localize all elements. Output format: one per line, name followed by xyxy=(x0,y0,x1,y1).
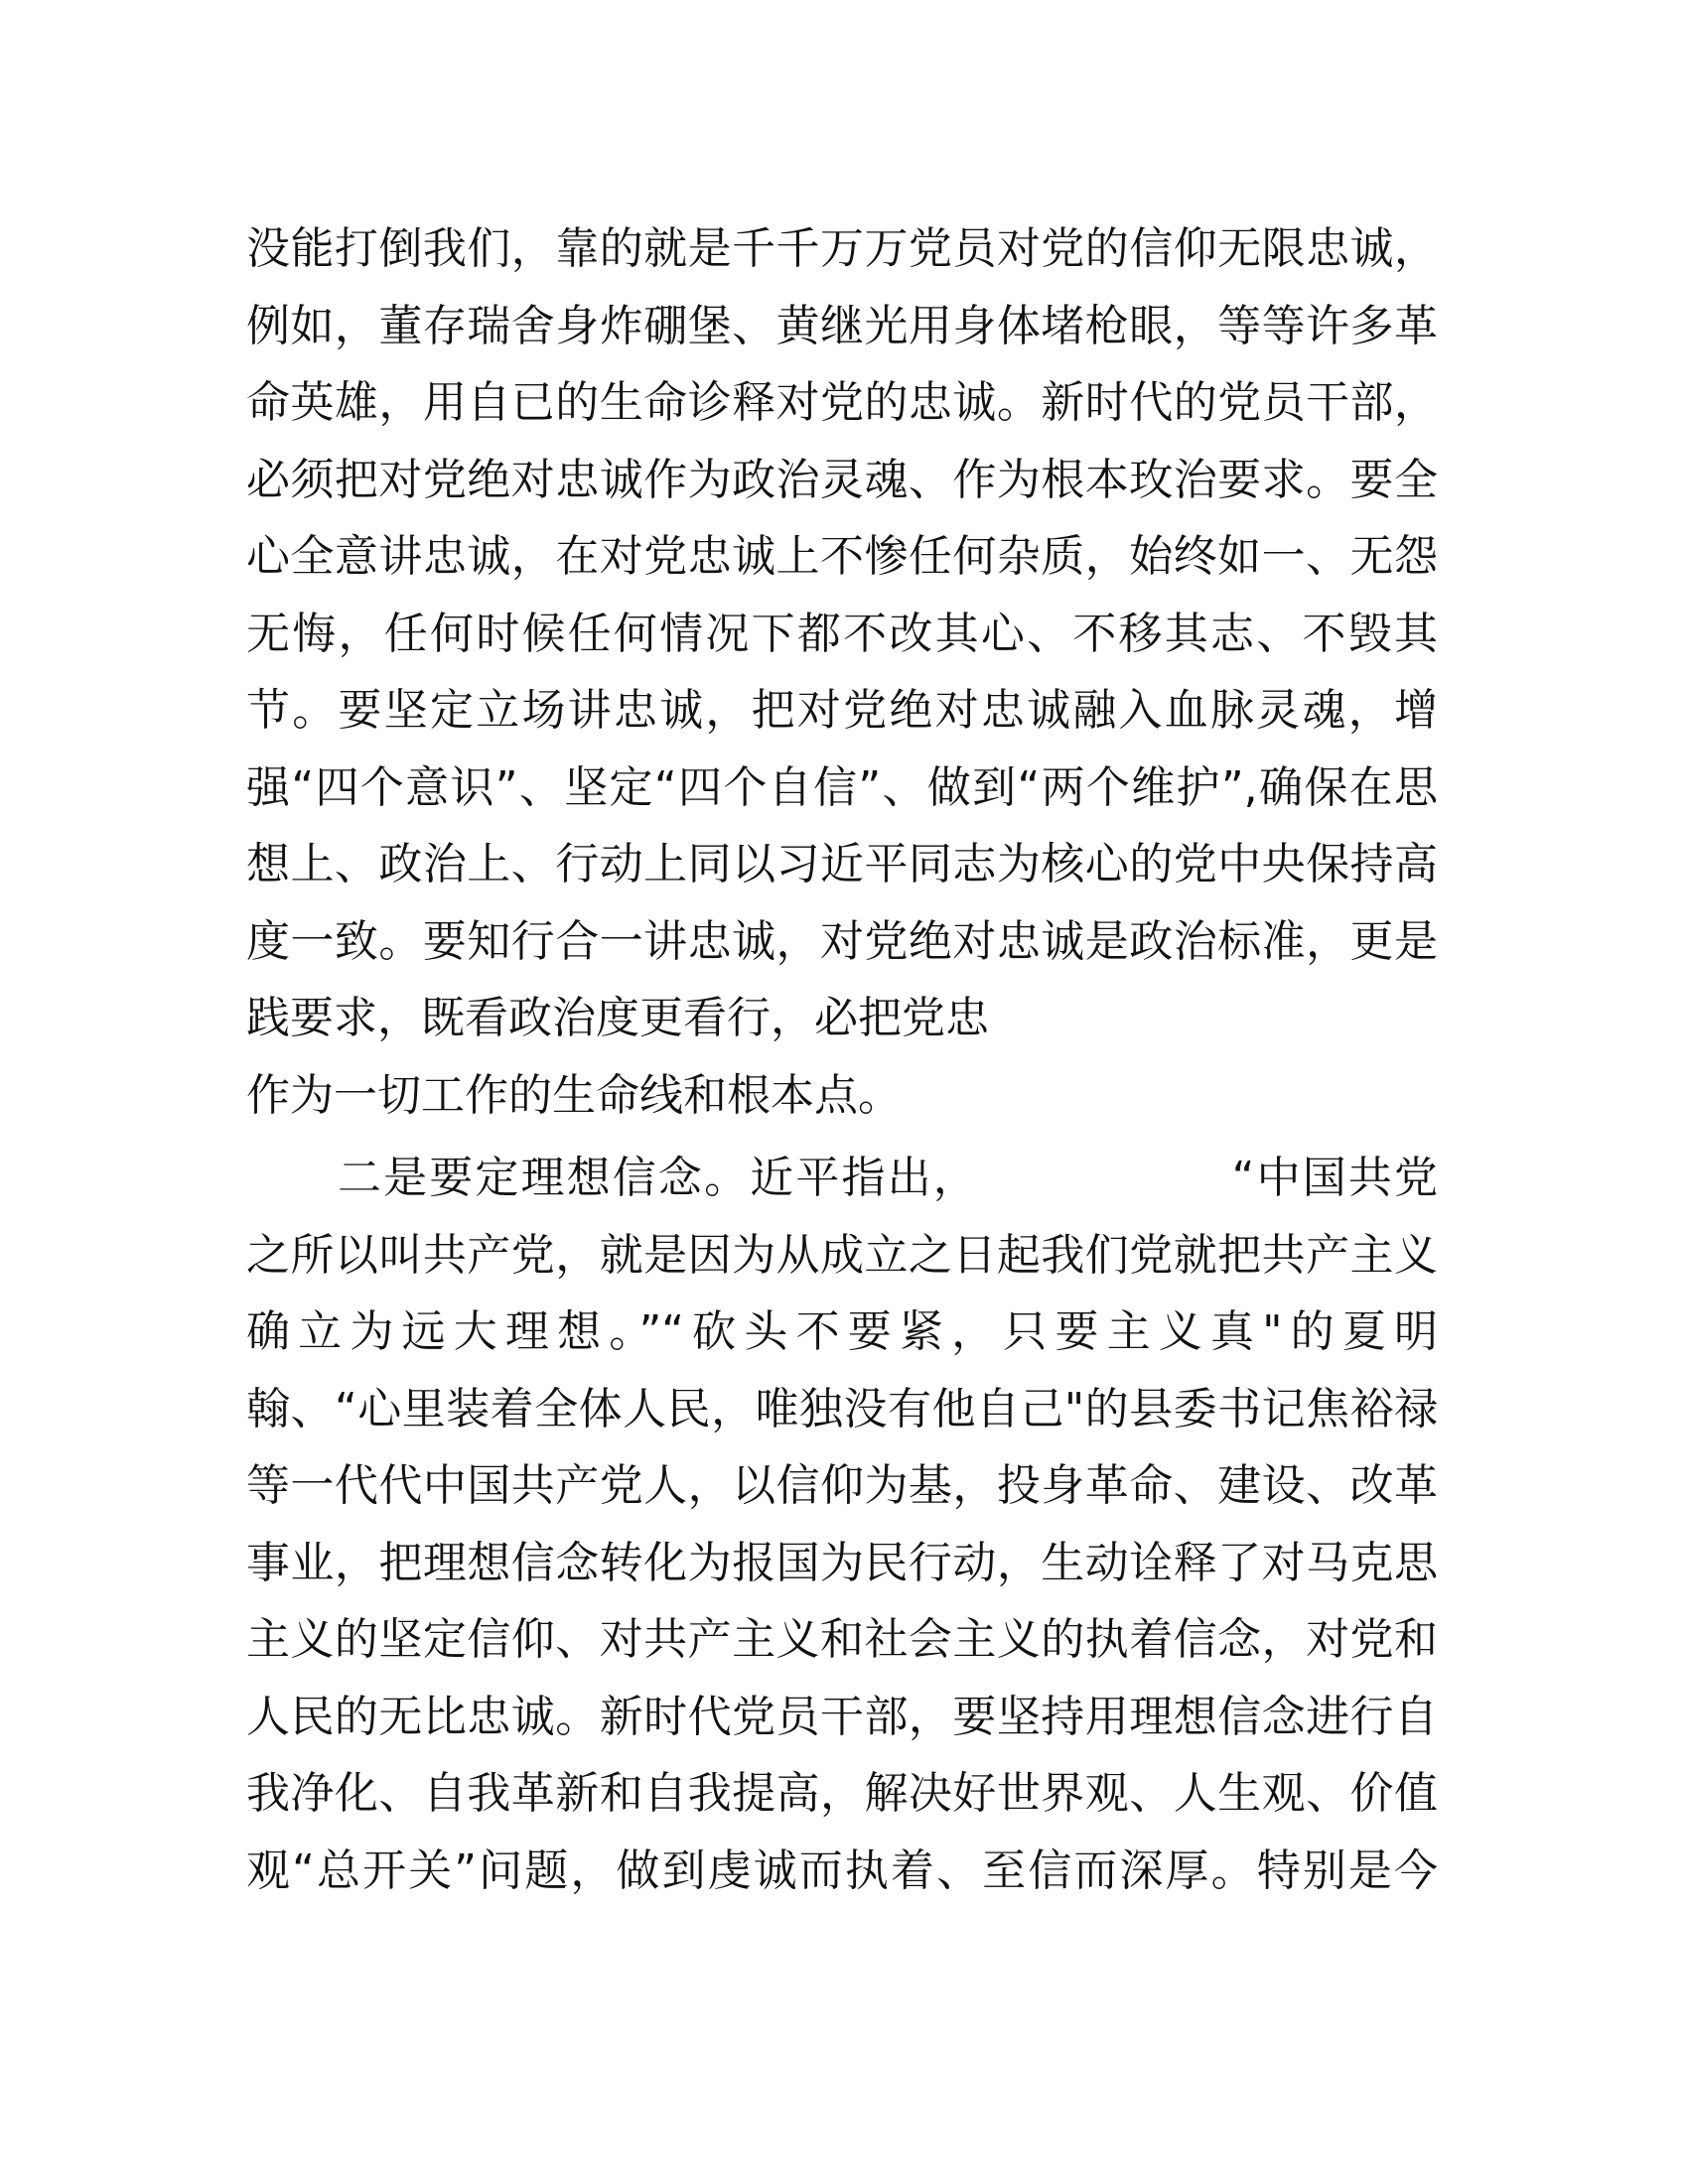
text-line: 度一致。要知行合一讲忠诚，对党绝对忠诚是政治标准，更是 xyxy=(246,915,1438,967)
text-line: 必须把对党绝对忠诚作为政治灵魂、作为根本玫治要求。要全 xyxy=(246,454,1438,505)
text-line: 节。要坚定立场讲忠诚，把对党绝对忠诚融入血脉灵魂，增 xyxy=(246,685,1438,736)
text-line: 等一代代中国共产党人，以信仰为基，投身革命、建设、改革 xyxy=(246,1460,1438,1511)
text-line: 想上、政治上、行动上同以习近平同志为核心的党中央保持高 xyxy=(246,839,1438,889)
paragraph-1 xyxy=(246,210,1438,1134)
paragraph-2 xyxy=(246,1140,1438,1909)
body-text xyxy=(246,210,1438,1909)
text-line: 例如，董存瑞舍身炸硼堡、黄继光用身体堵枪眼，等等许多革 xyxy=(246,300,1438,351)
text-line: 观“总开关”问题，做到虔诚而执着、至信而深厚。特别是今 xyxy=(246,1844,1438,1896)
text-line: 之所以叫共产党，就是因为从成立之日起我们党就把共产主义 xyxy=(246,1229,1438,1281)
text-line: 二是要定理想信念。近平指出， “中国共党 xyxy=(338,1153,1438,1203)
text-line: 强“四个意识”、坚定“四个自信”、做到“两个维护”,确保在思 xyxy=(246,761,1438,813)
text-line: 翰、“心里装着全体人民，唯独没有他自己"的县委书记焦裕禄 xyxy=(246,1383,1438,1434)
text-line: 事业，把理想信念转化为报国为民行动，生动诠释了对马克思 xyxy=(246,1537,1438,1588)
text-line: 命英雄，用自已的生命诊释对党的忠诚。新时代的党员干部， xyxy=(246,377,1438,428)
text-line: 人民的无比忠诚。新时代党员干部，要坚持用理想信念进行自 xyxy=(246,1691,1438,1742)
text-line: 作为一切工作的生命线和根本点。 xyxy=(246,1069,902,1121)
text-line: 没能打倒我们，靠的就是千千万万党员对党的信仰无限忠诚， xyxy=(246,223,1438,274)
text-line: 无悔，任何时候任何情况下都不改其心、不移其志、不毁其 xyxy=(246,608,1438,659)
text-line: 心全意讲忠诚，在对党忠诚上不惨任何杂质，始终如一、无怨 xyxy=(246,531,1438,582)
text-line: 确立为远大理想。”“砍头不要紧，只要主义真"的夏明 xyxy=(246,1306,1438,1357)
text-line: 主义的坚定信仰、对共产主义和社会主义的执着信念，对党和 xyxy=(246,1614,1438,1665)
text-line: 践要求，既看政治度更看行，必把党忠 xyxy=(246,993,989,1043)
text-line: 我净化、自我革新和自我提高，解决好世界观、人生观、价值 xyxy=(246,1768,1438,1819)
